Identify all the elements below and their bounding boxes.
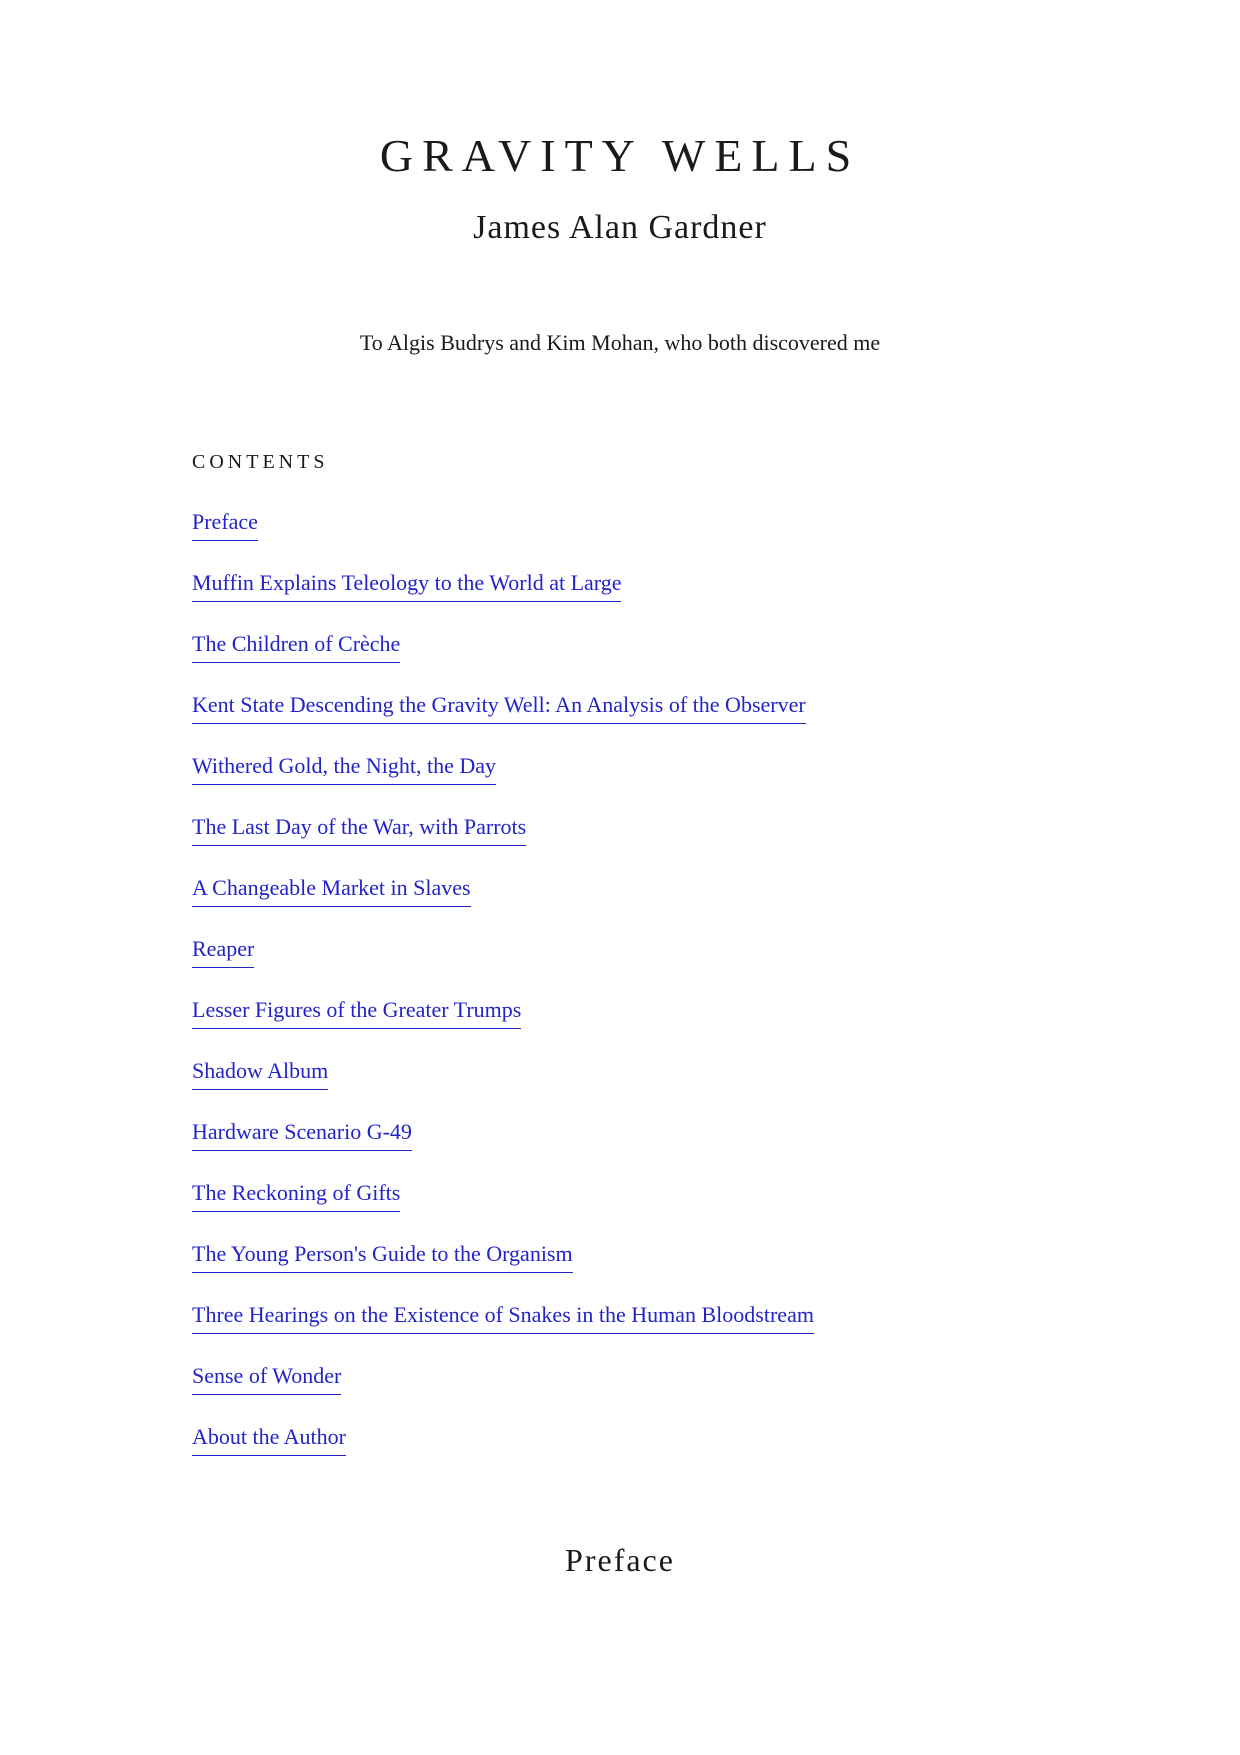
table-of-contents xyxy=(192,508,814,1484)
toc-link-hardware-scenario[interactable]: Hardware Scenario G-49 xyxy=(192,1118,412,1151)
section-title: Preface xyxy=(565,1542,675,1578)
contents-heading: CONTENTS xyxy=(192,451,329,473)
toc-link-last-day-of-the-war[interactable]: The Last Day of the War, with Parrots xyxy=(192,813,526,846)
toc-item xyxy=(192,691,814,752)
toc-item xyxy=(192,630,814,691)
book-author: James Alan Gardner xyxy=(473,209,767,246)
toc-link-withered-gold[interactable]: Withered Gold, the Night, the Day xyxy=(192,752,496,785)
toc-link-reckoning-of-gifts[interactable]: The Reckoning of Gifts xyxy=(192,1179,400,1212)
toc-link-about-the-author[interactable]: About the Author xyxy=(192,1423,346,1456)
toc-item xyxy=(192,1240,814,1301)
toc-item xyxy=(192,569,814,630)
toc-item xyxy=(192,1118,814,1179)
toc-item xyxy=(192,1362,814,1423)
toc-link-children-of-creche[interactable]: The Children of Crèche xyxy=(192,630,400,663)
toc-link-young-persons-guide[interactable]: The Young Person's Guide to the Organism xyxy=(192,1240,573,1273)
toc-item xyxy=(192,752,814,813)
toc-item xyxy=(192,508,814,569)
toc-item xyxy=(192,1301,814,1362)
toc-link-sense-of-wonder[interactable]: Sense of Wonder xyxy=(192,1362,341,1395)
toc-link-changeable-market[interactable]: A Changeable Market in Slaves xyxy=(192,874,471,907)
book-title: GRAVITY WELLS xyxy=(379,130,861,181)
toc-item xyxy=(192,813,814,874)
toc-item xyxy=(192,874,814,935)
toc-link-muffin-explains-teleology[interactable]: Muffin Explains Teleology to the World at Large xyxy=(192,569,621,602)
toc-item xyxy=(192,996,814,1057)
dedication: To Algis Budrys and Kim Mohan, who both discovered me xyxy=(359,330,881,355)
toc-item xyxy=(192,1179,814,1240)
toc-item xyxy=(192,1057,814,1118)
toc-link-reaper[interactable]: Reaper xyxy=(192,935,254,968)
toc-item xyxy=(192,935,814,996)
toc-link-three-hearings[interactable]: Three Hearings on the Existence of Snakes in the Human Bloodstream xyxy=(192,1301,814,1334)
toc-item xyxy=(192,1423,814,1484)
toc-link-lesser-figures[interactable]: Lesser Figures of the Greater Trumps xyxy=(192,996,521,1029)
toc-link-preface[interactable]: Preface xyxy=(192,508,258,541)
toc-link-shadow-album[interactable]: Shadow Album xyxy=(192,1057,328,1090)
toc-link-kent-state[interactable]: Kent State Descending the Gravity Well: An Analysis of the Observer xyxy=(192,691,806,724)
